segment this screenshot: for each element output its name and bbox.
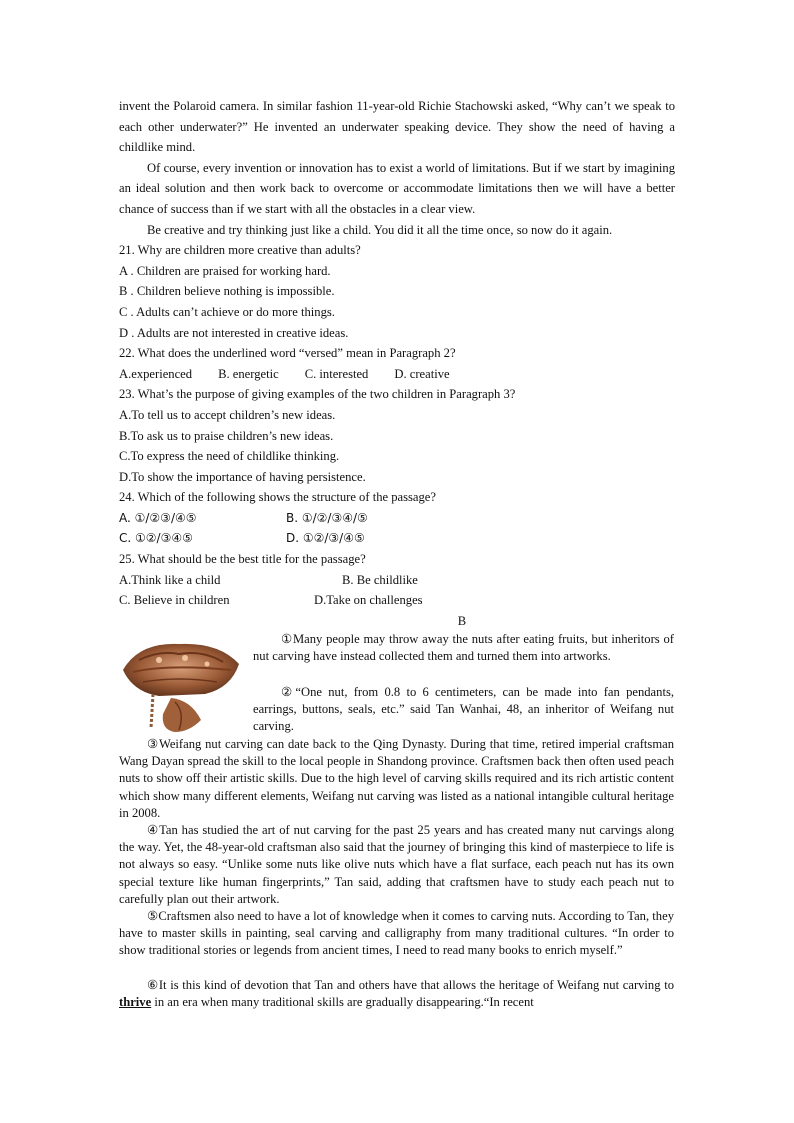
options-row [119,590,675,611]
paragraph-b-3: ③Weifang nut carving can date back to the Qing Dynasty. During that time, retired imperial craftsman Wang Dayan spread the skill to the local people in Shandong province. Craftsmen back then often used peach nuts to show off their artistic skills. Due to the high level of carving skills required and its rich artistic content which show many different elements, Weifang nut carving was listed as a national intangible cultural heritage in 2008. [119,737,674,820]
option: D. creative [394,366,450,381]
question-25-stem: 25. What should be the best title for the passage? [119,552,366,567]
option: A.To tell us to accept children’s new ideas. [119,407,336,422]
question-21-stem: 21. Why are children more creative than adults? [119,243,361,258]
option: C. ①②/③④⑤ [119,531,193,546]
question-23-stem: 23. What’s the purpose of giving examples of the two children in Paragraph 3? [119,387,516,402]
option: B. ①/②/③④/⑤ [286,510,368,525]
paragraph-b-1: ①Many people may throw away the nuts after eating fruits, but inheritors of nut carving have instead collected them and turned them into artworks. [253,632,674,664]
option: C. interested [304,366,369,381]
option: A.Think like a child [119,572,221,587]
options-row [119,570,675,591]
paragraph: invent the Polaroid camera. In similar fashion 11-year-old Richie Stachowski asked, “Why can’t we speak to each other underwater?” He invented an underwater speaking device. They show the need of having a childlike mind. [119,99,675,155]
option: C. Believe in children [119,593,230,608]
paragraph: Be creative and try thinking just like a child. You did it all the time once, so now do it again. [147,222,613,237]
carved-nut-boat-image [119,630,241,732]
option: B. Be childlike [342,572,418,587]
paragraph-b-2: ②“One nut, from 0.8 to 6 centimeters, can be made into fan pendants, earrings, buttons, seals, etc.” said Tan Wanhai, 48, an inheritor of Weifang nut carving. [253,685,674,734]
option: D. ①②/③/④⑤ [286,531,365,546]
option: B . Children believe nothing is impossible. [119,284,335,299]
option: C . Adults can’t achieve or do more things. [119,304,335,319]
text-span: in an era when many traditional skills are gradually disappearing.“In recent [151,995,534,1010]
option: D.Take on challenges [314,593,423,608]
underlined-word-thrive: thrive [119,995,152,1010]
option: D . Adults are not interested in creative ideas. [119,325,349,340]
section-b-label: B [457,613,467,628]
option: B. energetic [218,366,279,381]
option: A . Children are praised for working hard. [119,263,331,278]
options-row [119,364,675,385]
option: C.To express the need of childlike thinking. [119,449,340,464]
options-row [119,508,675,529]
paragraph-b-5: ⑤Craftsmen also need to have a lot of knowledge when it comes to carving nuts. According to Tan, they have to master skills in painting, seal carving and calligraphy from many traditional cultures. “In order to show traditional stories or legends from ancient times, I need to read many books to enrich myself.” [119,909,674,958]
passage-a-continuation [119,96,675,631]
option: A.experienced [119,366,193,381]
option: B.To ask us to praise children’s new ideas. [119,428,334,443]
paragraph-b-6 [119,977,674,1011]
paragraph: Of course, every invention or innovation has to exist a world of limitations. But if we start by imagining an ideal solution and then work back to overcome or accommodate limitations then we will have a better chance of success than if we start with all the obstacles in a clear view. [119,160,675,216]
options-row [119,528,675,549]
option: D.To show the importance of having persistence. [119,469,366,484]
question-22-stem: 22. What does the underlined word “versed” mean in Paragraph 2? [119,346,456,361]
question-24-stem: 24. Which of the following shows the structure of the passage? [119,490,436,505]
paragraph-b-4: ④Tan has studied the art of nut carving for the past 25 years and has created many nut carvings along the way. Yet, the 48-year-old craftsman also said that the journey of bringing this kind of masterpiece to life is not always so easy. “Unlike some nuts like olive nuts which have a flat surface, each peach nut has its own special texture like human fingerprints,” Tan said, adding that craftsmen have to study each peach nut to carefully plan out their artwork. [119,823,674,906]
text-span: ⑥It is this kind of devotion that Tan and others have that allows the heritage of Weifang nut carving to [147,978,674,992]
option: A. ①/②③/④⑤ [119,510,197,525]
